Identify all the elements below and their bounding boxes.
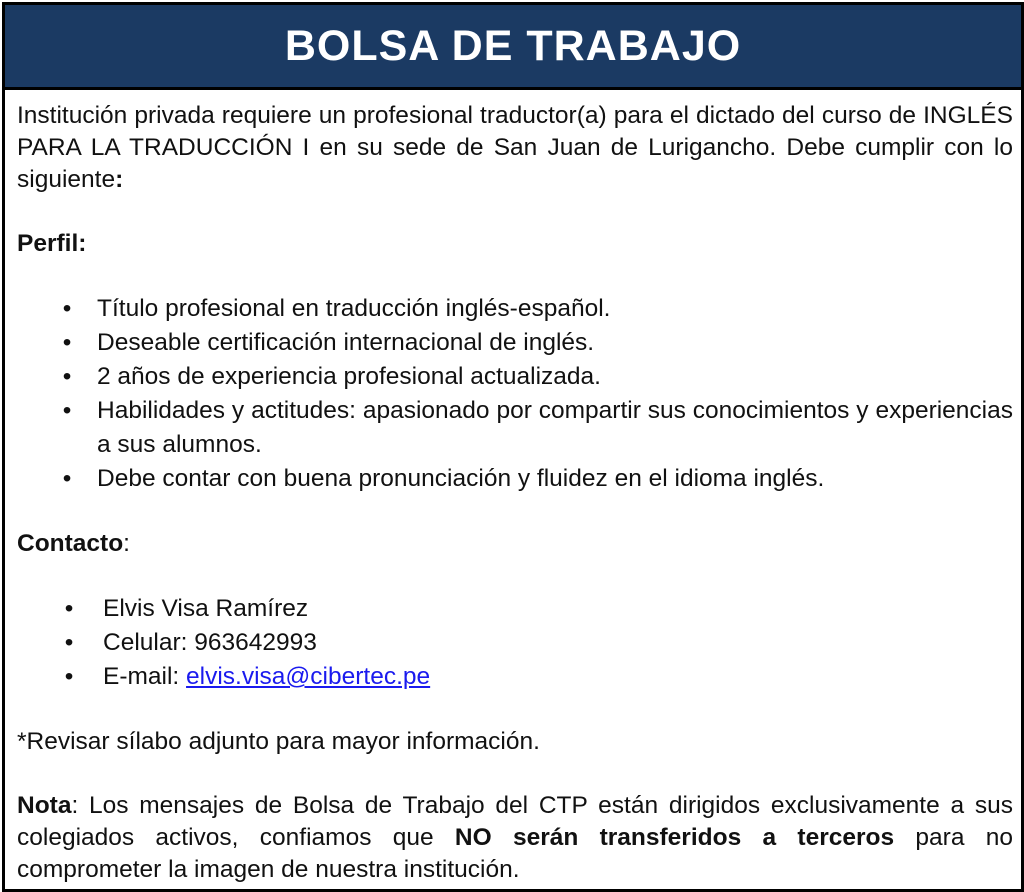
bullet-icon: •	[62, 397, 72, 424]
profile-title: Perfil:	[17, 230, 87, 257]
contact-title-colon: :	[123, 530, 130, 557]
profile-item-text: Deseable certificación internacional de inglés.	[97, 329, 595, 356]
list-item	[17, 394, 1013, 462]
note-bold-text: NO serán transferidos a terceros	[454, 824, 895, 851]
list-item	[17, 592, 1013, 626]
bullet-icon: •	[62, 363, 72, 390]
bullet-icon: •	[62, 465, 72, 492]
email-label: E-mail:	[103, 663, 187, 690]
contact-title-text: Contacto	[17, 530, 124, 557]
bullet-icon: •	[62, 329, 72, 356]
list-item	[17, 626, 1013, 660]
profile-item-text: Título profesional en traducción inglés-español.	[97, 295, 611, 322]
bullet-icon: •	[64, 663, 74, 690]
intro-text: Institución privada requiere un profesional traductor(a) para el dictado del curso de INGLÉS PARA LA TRADUCCIÓN I en su sede de San Juan de Lurigancho. Debe cumplir con lo siguiente	[17, 102, 1013, 193]
page-title: BOLSA DE TRABAJO	[284, 21, 742, 70]
list-item	[17, 660, 1013, 694]
profile-item-text: Debe contar con buena pronunciación y fluidez en el idioma inglés.	[97, 465, 825, 492]
phone-number: 963642993	[194, 629, 317, 656]
bullet-icon: •	[64, 629, 74, 656]
intro-colon: :	[115, 166, 124, 193]
list-item	[17, 326, 1013, 360]
disclaimer-paragraph	[17, 790, 1013, 886]
profile-item-text: 2 años de experiencia profesional actualizada.	[97, 363, 601, 390]
profile-item-text: Habilidades y actitudes: apasionado por compartir sus conocimientos y experiencias a sus alumnos.	[97, 397, 1013, 458]
note-text-1: : Los mensajes de Bolsa de Trabajo del CTP están dirigidos exclusivamente a sus colegiados activos, confiamos que	[17, 792, 1013, 851]
job-posting-frame	[2, 2, 1024, 892]
bullet-icon: •	[62, 295, 72, 322]
review-note: *Revisar sílabo adjunto para mayor información.	[17, 728, 540, 755]
bullet-icon: •	[64, 595, 74, 622]
profile-list	[17, 292, 1013, 496]
header-banner	[5, 5, 1021, 90]
list-item	[17, 462, 1013, 496]
note-text-2: para no comprometer la imagen de nuestra institución.	[17, 824, 1013, 883]
list-item	[17, 292, 1013, 326]
intro-paragraph	[17, 100, 1013, 196]
contact-name: Elvis Visa Ramírez	[103, 595, 309, 622]
posting-body	[5, 90, 1021, 886]
phone-label: Celular:	[103, 629, 195, 656]
contact-list	[17, 592, 1013, 694]
list-item	[17, 360, 1013, 394]
note-label: Nota	[17, 792, 72, 819]
email-link[interactable]: elvis.visa@cibertec.pe	[186, 663, 431, 690]
contact-title	[17, 528, 1013, 560]
